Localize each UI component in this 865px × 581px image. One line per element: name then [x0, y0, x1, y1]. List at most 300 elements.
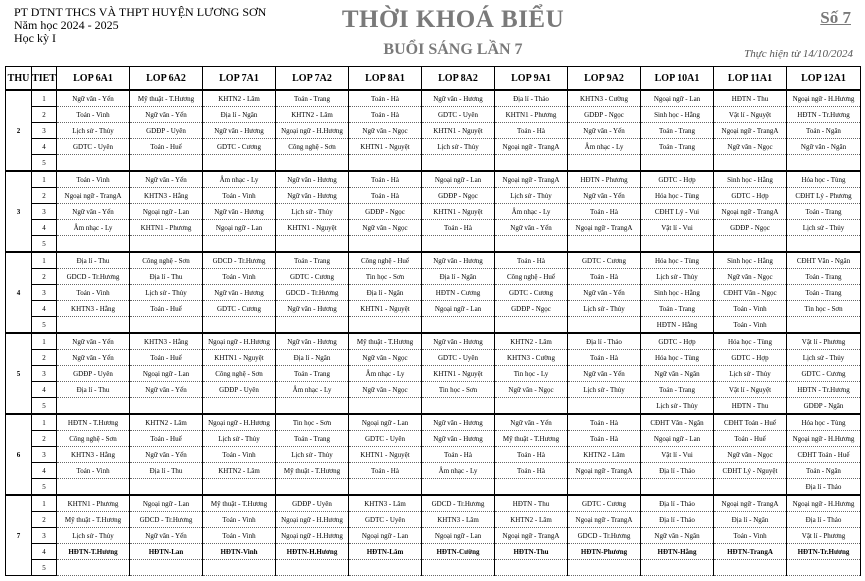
- lesson-cell: Địa lí - Thảo: [787, 479, 861, 496]
- lesson-cell: Ngoại ngữ - Lan: [641, 431, 714, 447]
- lesson-cell: Âm nhạc - Ly: [568, 139, 641, 155]
- lesson-cell: HĐTN-Phương: [568, 544, 641, 560]
- lesson-cell: GDĐP - Ngọc: [422, 188, 495, 204]
- lesson-cell: Toán - Vinh: [57, 171, 130, 188]
- timetable-header-row: [6, 67, 861, 91]
- lesson-cell: CĐHT Toán - Huế: [787, 447, 861, 463]
- lesson-cell: Ngữ văn - Hương: [422, 414, 495, 431]
- lesson-cell: [57, 317, 130, 334]
- lesson-cell: HĐTN-Lâm: [349, 544, 422, 560]
- lesson-cell: Công nghệ - Huế: [349, 252, 422, 269]
- table-row: [6, 220, 861, 236]
- school-name: PT DTNT THCS VÀ THPT HUYỆN LƯƠNG SƠN: [14, 5, 267, 19]
- lesson-cell: Ngữ văn - Yến: [130, 528, 203, 544]
- lesson-cell: [495, 236, 568, 253]
- lesson-cell: [130, 560, 203, 576]
- lesson-cell: Âm nhạc - Ly: [495, 204, 568, 220]
- table-row: [6, 155, 861, 172]
- lesson-cell: HĐTN - Tr.Hương: [787, 382, 861, 398]
- table-row: [6, 479, 861, 496]
- lesson-cell: Toán - Hà: [495, 252, 568, 269]
- lesson-cell: Toán - Vinh: [203, 188, 276, 204]
- period-number: 5: [32, 560, 57, 576]
- lesson-cell: Sinh học - Hằng: [714, 252, 787, 269]
- lesson-cell: Lịch sử - Thủy: [203, 431, 276, 447]
- lesson-cell: Địa lí - Thu: [57, 382, 130, 398]
- lesson-cell: [203, 155, 276, 172]
- column-header: LOP 8A2: [422, 67, 495, 91]
- lesson-cell: Ngoại ngữ - Lan: [349, 528, 422, 544]
- lesson-cell: Ngữ văn - Hương: [276, 301, 349, 317]
- lesson-cell: Mỹ thuật - T.Hương: [495, 431, 568, 447]
- lesson-cell: Ngữ văn - Ngọc: [714, 447, 787, 463]
- table-row: [6, 333, 861, 350]
- period-number: 4: [32, 463, 57, 479]
- lesson-cell: Ngữ văn - Hương: [276, 333, 349, 350]
- lesson-cell: KHTN2 - Lâm: [276, 107, 349, 123]
- lesson-cell: GDTC - Cương: [203, 139, 276, 155]
- lesson-cell: [422, 398, 495, 415]
- lesson-cell: Vật lí - Phương: [787, 528, 861, 544]
- lesson-cell: Ngữ văn - Yến: [57, 204, 130, 220]
- timetable: [5, 66, 861, 576]
- lesson-cell: Ngoại ngữ - TrangA: [714, 204, 787, 220]
- lesson-cell: Sinh học - Hằng: [641, 285, 714, 301]
- period-number: 1: [32, 495, 57, 512]
- lesson-cell: Toán - Hà: [568, 269, 641, 285]
- lesson-cell: [714, 155, 787, 172]
- lesson-cell: HĐTN-Vinh: [203, 544, 276, 560]
- lesson-cell: HĐTN-H.Hương: [276, 544, 349, 560]
- column-header: LOP 6A2: [130, 67, 203, 91]
- lesson-cell: CĐHT Toán - Huế: [714, 414, 787, 431]
- lesson-cell: Địa lí - Thu: [130, 269, 203, 285]
- lesson-cell: Toán - Huế: [130, 301, 203, 317]
- lesson-cell: KHTN3 - Cường: [568, 90, 641, 107]
- lesson-cell: Ngữ văn - Yến: [568, 285, 641, 301]
- lesson-cell: Toán - Hà: [495, 447, 568, 463]
- lesson-cell: Sinh học - Hằng: [714, 171, 787, 188]
- lesson-cell: Toán - Trang: [276, 431, 349, 447]
- lesson-cell: KHTN3 - Hằng: [130, 188, 203, 204]
- lesson-cell: Ngữ văn - Ngân: [787, 139, 861, 155]
- lesson-cell: Ngoại ngữ - Lan: [422, 171, 495, 188]
- lesson-cell: [130, 398, 203, 415]
- table-row: [6, 495, 861, 512]
- lesson-cell: HĐTN-Tr.Hương: [787, 544, 861, 560]
- lesson-cell: Toán - Trang: [276, 252, 349, 269]
- lesson-cell: [568, 236, 641, 253]
- lesson-cell: Lịch sử - Thủy: [714, 366, 787, 382]
- lesson-cell: KHTN1 - Nguyệt: [422, 366, 495, 382]
- table-row: [6, 431, 861, 447]
- lesson-cell: Ngoại ngữ - Lan: [422, 528, 495, 544]
- lesson-cell: GDTC - Cương: [787, 366, 861, 382]
- lesson-cell: [349, 317, 422, 334]
- lesson-cell: Toán - Hà: [568, 414, 641, 431]
- lesson-cell: Ngữ văn - Yến: [495, 220, 568, 236]
- lesson-cell: [349, 560, 422, 576]
- lesson-cell: Toán - Vinh: [203, 447, 276, 463]
- lesson-cell: Ngoại ngữ - H.Hương: [203, 333, 276, 350]
- lesson-cell: [130, 155, 203, 172]
- lesson-cell: [641, 236, 714, 253]
- lesson-cell: GDCD - Tr.Hương: [422, 495, 495, 512]
- day-label: 5: [6, 333, 32, 414]
- column-header: LOP 7A2: [276, 67, 349, 91]
- lesson-cell: Ngữ văn - Hương: [276, 188, 349, 204]
- lesson-cell: Ngữ văn - Yến: [130, 171, 203, 188]
- lesson-cell: GDĐP - Uyên: [57, 366, 130, 382]
- lesson-cell: KHTN2 - Lâm: [203, 90, 276, 107]
- lesson-cell: Ngoại ngữ - H.Hương: [787, 90, 861, 107]
- lesson-cell: Âm nhạc - Ly: [422, 463, 495, 479]
- lesson-cell: Toán - Vinh: [203, 512, 276, 528]
- table-row: [6, 269, 861, 285]
- period-number: 4: [32, 382, 57, 398]
- period-number: 5: [32, 155, 57, 172]
- lesson-cell: Địa lí - Thu: [57, 252, 130, 269]
- lesson-cell: GDCD - Tr.Hương: [57, 269, 130, 285]
- lesson-cell: CĐHT Lý - Phương: [787, 188, 861, 204]
- period-number: 4: [32, 544, 57, 560]
- lesson-cell: GDĐP - Uyên: [276, 495, 349, 512]
- lesson-cell: Toán - Ngân: [787, 123, 861, 139]
- lesson-cell: Toán - Hà: [568, 350, 641, 366]
- column-header: LOP 8A1: [349, 67, 422, 91]
- table-row: [6, 414, 861, 431]
- table-row: [6, 560, 861, 576]
- lesson-cell: [568, 317, 641, 334]
- day-label: 3: [6, 171, 32, 252]
- lesson-cell: GDCD - Tr.Hương: [276, 285, 349, 301]
- column-header: LOP 7A1: [203, 67, 276, 91]
- period-number: 5: [32, 479, 57, 496]
- lesson-cell: HĐTN-Thu: [495, 544, 568, 560]
- lesson-cell: [349, 479, 422, 496]
- lesson-cell: HĐTN-TrangA: [714, 544, 787, 560]
- lesson-cell: Mỹ thuật - T.Hương: [57, 512, 130, 528]
- lesson-cell: Ngữ văn - Yến: [130, 107, 203, 123]
- lesson-cell: Ngữ văn - Yến: [130, 382, 203, 398]
- lesson-cell: Vật lí - Nguyệt: [714, 382, 787, 398]
- lesson-cell: CĐHT Lý - Vui: [641, 204, 714, 220]
- lesson-cell: HĐTN - Thu: [714, 398, 787, 415]
- lesson-cell: [57, 236, 130, 253]
- lesson-cell: Toán - Trang: [276, 90, 349, 107]
- table-row: [6, 366, 861, 382]
- lesson-cell: [276, 317, 349, 334]
- lesson-cell: GDTC - Cương: [276, 269, 349, 285]
- lesson-cell: [422, 560, 495, 576]
- lesson-cell: Toán - Vinh: [714, 528, 787, 544]
- lesson-cell: KHTN1 - Phương: [495, 107, 568, 123]
- period-number: 4: [32, 220, 57, 236]
- lesson-cell: Ngoại ngữ - Lan: [349, 414, 422, 431]
- lesson-cell: Toán - Hà: [495, 123, 568, 139]
- lesson-cell: KHTN1 - Nguyệt: [349, 301, 422, 317]
- school-term: Học kỳ I: [14, 31, 56, 45]
- lesson-cell: Lịch sử - Thủy: [787, 350, 861, 366]
- lesson-cell: [495, 398, 568, 415]
- lesson-cell: Địa lí - Thảo: [568, 333, 641, 350]
- timetable-body: [6, 90, 861, 576]
- lesson-cell: Toán - Trang: [787, 204, 861, 220]
- lesson-cell: [787, 155, 861, 172]
- lesson-cell: Ngoại ngữ - Lan: [422, 301, 495, 317]
- lesson-cell: [787, 236, 861, 253]
- lesson-cell: Địa lí - Ngân: [422, 269, 495, 285]
- lesson-cell: KHTN2 - Lâm: [495, 512, 568, 528]
- lesson-cell: Địa lí - Thảo: [495, 90, 568, 107]
- lesson-cell: Ngoại ngữ - H.Hương: [787, 431, 861, 447]
- lesson-cell: [787, 317, 861, 334]
- lesson-cell: HĐTN - Cương: [422, 285, 495, 301]
- lesson-cell: Toán - Ngân: [787, 463, 861, 479]
- lesson-cell: Toán - Huế: [130, 139, 203, 155]
- lesson-cell: Hóa học - Tùng: [641, 252, 714, 269]
- lesson-cell: Ngữ văn - Yến: [568, 123, 641, 139]
- lesson-cell: Toán - Hà: [349, 463, 422, 479]
- table-row: [6, 285, 861, 301]
- lesson-cell: GDTC - Hợp: [641, 333, 714, 350]
- lesson-cell: [276, 479, 349, 496]
- lesson-cell: Ngoại ngữ - Lan: [641, 90, 714, 107]
- lesson-cell: Toán - Huế: [130, 350, 203, 366]
- lesson-cell: Địa lí - Ngân: [203, 107, 276, 123]
- column-header: LOP 11A1: [714, 67, 787, 91]
- lesson-cell: GDTC - Hợp: [641, 171, 714, 188]
- table-row: [6, 171, 861, 188]
- lesson-cell: [130, 479, 203, 496]
- lesson-cell: Toán - Hà: [495, 463, 568, 479]
- lesson-cell: Toán - Trang: [787, 269, 861, 285]
- lesson-cell: Lịch sử - Thủy: [276, 447, 349, 463]
- lesson-cell: GDTC - Uyên: [422, 350, 495, 366]
- lesson-cell: [568, 155, 641, 172]
- lesson-cell: KHTN3 - Hằng: [57, 301, 130, 317]
- period-number: 1: [32, 414, 57, 431]
- table-row: [6, 317, 861, 334]
- period-number: 2: [32, 107, 57, 123]
- lesson-cell: HĐTN - Thu: [714, 90, 787, 107]
- lesson-cell: KHTN1 - Nguyệt: [422, 204, 495, 220]
- lesson-cell: Toán - Vinh: [57, 107, 130, 123]
- day-label: 4: [6, 252, 32, 333]
- lesson-cell: Toán - Vinh: [203, 528, 276, 544]
- lesson-cell: HĐTN-Lan: [130, 544, 203, 560]
- lesson-cell: [57, 398, 130, 415]
- lesson-cell: Ngữ văn - Ngọc: [714, 269, 787, 285]
- lesson-cell: GDTC - Uyên: [57, 139, 130, 155]
- lesson-cell: GDĐP - Uyên: [203, 382, 276, 398]
- lesson-cell: [714, 560, 787, 576]
- lesson-cell: Ngoại ngữ - TrangA: [495, 139, 568, 155]
- header-left: [14, 6, 266, 45]
- lesson-cell: [422, 479, 495, 496]
- period-number: 2: [32, 269, 57, 285]
- period-number: 3: [32, 528, 57, 544]
- lesson-cell: Ngoại ngữ - H.Hương: [787, 495, 861, 512]
- lesson-cell: Hóa học - Tùng: [641, 350, 714, 366]
- lesson-cell: Ngoại ngữ - H.Hương: [203, 414, 276, 431]
- lesson-cell: CĐHT Văn - Ngân: [787, 252, 861, 269]
- lesson-cell: Ngoại ngữ - TrangA: [714, 495, 787, 512]
- lesson-cell: [714, 479, 787, 496]
- lesson-cell: Lịch sử - Thủy: [568, 382, 641, 398]
- lesson-cell: Ngoại ngữ - TrangA: [568, 220, 641, 236]
- lesson-cell: Tin học - Sơn: [422, 382, 495, 398]
- lesson-cell: Địa lí - Thảo: [787, 512, 861, 528]
- lesson-cell: Mỹ thuật - T.Hương: [349, 333, 422, 350]
- lesson-cell: KHTN3 - Hằng: [57, 447, 130, 463]
- lesson-cell: [349, 236, 422, 253]
- lesson-cell: Ngữ văn - Ngân: [641, 366, 714, 382]
- lesson-cell: Địa lí - Ngân: [276, 350, 349, 366]
- lesson-cell: [641, 155, 714, 172]
- lesson-cell: KHTN2 - Lâm: [203, 463, 276, 479]
- period-number: 5: [32, 236, 57, 253]
- lesson-cell: KHTN1 - Phương: [57, 495, 130, 512]
- column-header: LOP 9A1: [495, 67, 568, 91]
- lesson-cell: GDTC - Hợp: [714, 350, 787, 366]
- lesson-cell: Ngoại ngữ - H.Hương: [276, 528, 349, 544]
- lesson-cell: Vật lí - Phương: [787, 333, 861, 350]
- lesson-cell: [130, 236, 203, 253]
- lesson-cell: [203, 398, 276, 415]
- lesson-cell: Địa lí - Thảo: [641, 512, 714, 528]
- lesson-cell: KHTN2 - Lâm: [495, 333, 568, 350]
- period-number: 2: [32, 512, 57, 528]
- lesson-cell: Lịch sử - Thủy: [422, 139, 495, 155]
- lesson-cell: Ngữ văn - Yến: [57, 333, 130, 350]
- table-row: [6, 528, 861, 544]
- lesson-cell: KHTN3 - Lâm: [349, 495, 422, 512]
- lesson-cell: [568, 398, 641, 415]
- lesson-cell: Hóa học - Tùng: [714, 333, 787, 350]
- lesson-cell: Ngoại ngữ - TrangA: [495, 171, 568, 188]
- lesson-cell: Ngữ văn - Ngọc: [349, 220, 422, 236]
- lesson-cell: Toán - Trang: [641, 139, 714, 155]
- lesson-cell: Ngữ văn - Yến: [57, 90, 130, 107]
- lesson-cell: GDTC - Hợp: [714, 188, 787, 204]
- lesson-cell: Toán - Trang: [641, 301, 714, 317]
- lesson-cell: GDTC - Cương: [203, 301, 276, 317]
- lesson-cell: Ngoại ngữ - TrangA: [568, 463, 641, 479]
- lesson-cell: Ngữ văn - Ngọc: [495, 382, 568, 398]
- lesson-cell: CĐHT Lý - Nguyệt: [714, 463, 787, 479]
- lesson-cell: Ngữ văn - Hương: [203, 285, 276, 301]
- table-row: [6, 544, 861, 560]
- lesson-cell: KHTN2 - Lâm: [568, 447, 641, 463]
- table-row: [6, 107, 861, 123]
- lesson-cell: Ngữ văn - Hương: [203, 204, 276, 220]
- lesson-cell: Vật lí - Nguyệt: [714, 107, 787, 123]
- table-row: [6, 382, 861, 398]
- day-label: 6: [6, 414, 32, 495]
- lesson-cell: [495, 317, 568, 334]
- period-number: 1: [32, 333, 57, 350]
- lesson-cell: Toán - Vinh: [57, 285, 130, 301]
- lesson-cell: GDTC - Uyên: [422, 107, 495, 123]
- lesson-cell: HĐTN - Phương: [568, 171, 641, 188]
- lesson-cell: KHTN1 - Nguyệt: [349, 447, 422, 463]
- lesson-cell: Ngữ văn - Yến: [495, 414, 568, 431]
- school-year: Năm học 2024 - 2025: [14, 18, 119, 32]
- lesson-cell: Lịch sử - Thủy: [57, 123, 130, 139]
- column-header: LOP 12A1: [787, 67, 861, 91]
- lesson-cell: HĐTN - T.Hương: [57, 414, 130, 431]
- table-row: [6, 123, 861, 139]
- lesson-cell: KHTN3 - Hằng: [130, 333, 203, 350]
- lesson-cell: [422, 317, 495, 334]
- table-row: [6, 139, 861, 155]
- lesson-cell: Công nghệ - Huế: [495, 269, 568, 285]
- lesson-cell: KHTN1 - Nguyệt: [422, 123, 495, 139]
- lesson-cell: Ngoại ngữ - Lan: [130, 495, 203, 512]
- lesson-cell: Vật lí - Vui: [641, 220, 714, 236]
- lesson-cell: Mỹ thuật - T.Hương: [130, 90, 203, 107]
- lesson-cell: HĐTN - Thu: [495, 495, 568, 512]
- lesson-cell: Lịch sử - Thủy: [495, 188, 568, 204]
- lesson-cell: KHTN2 - Lâm: [130, 414, 203, 431]
- lesson-cell: Ngữ văn - Hương: [422, 333, 495, 350]
- lesson-cell: Công nghệ - Sơn: [203, 366, 276, 382]
- lesson-cell: Toán - Trang: [641, 382, 714, 398]
- lesson-cell: Ngữ văn - Ngân: [641, 528, 714, 544]
- lesson-cell: CĐHT Văn - Ngọc: [714, 285, 787, 301]
- lesson-cell: [57, 479, 130, 496]
- lesson-cell: Công nghệ - Sơn: [57, 431, 130, 447]
- lesson-cell: Lịch sử - Thủy: [568, 301, 641, 317]
- table-row: [6, 447, 861, 463]
- period-number: 3: [32, 204, 57, 220]
- lesson-cell: Địa lí - Thảo: [641, 495, 714, 512]
- column-header: LOP 9A2: [568, 67, 641, 91]
- lesson-cell: Địa lí - Thu: [130, 463, 203, 479]
- lesson-cell: Toán - Vinh: [714, 301, 787, 317]
- lesson-cell: Ngoại ngữ - TrangA: [568, 512, 641, 528]
- lesson-cell: Lịch sử - Thủy: [641, 398, 714, 415]
- table-row: [6, 398, 861, 415]
- lesson-cell: Ngữ văn - Ngọc: [349, 123, 422, 139]
- lesson-cell: Lịch sử - Thủy: [57, 528, 130, 544]
- table-row: [6, 188, 861, 204]
- period-number: 3: [32, 123, 57, 139]
- table-row: [6, 301, 861, 317]
- lesson-cell: [568, 560, 641, 576]
- period-number: 1: [32, 171, 57, 188]
- lesson-cell: [787, 560, 861, 576]
- lesson-cell: Âm nhạc - Ly: [57, 220, 130, 236]
- lesson-cell: Ngữ văn - Yến: [568, 366, 641, 382]
- lesson-cell: GDĐP - Ngân: [787, 398, 861, 415]
- lesson-cell: Địa lí - Thảo: [641, 463, 714, 479]
- lesson-cell: Công nghệ - Sơn: [276, 139, 349, 155]
- lesson-cell: Toán - Hà: [349, 171, 422, 188]
- period-number: 1: [32, 90, 57, 107]
- lesson-cell: HĐTN-Hằng: [641, 544, 714, 560]
- lesson-cell: KHTN3 - Lâm: [422, 512, 495, 528]
- period-number: 2: [32, 350, 57, 366]
- lesson-cell: Toán - Hà: [349, 188, 422, 204]
- lesson-cell: Ngoại ngữ - Lan: [203, 220, 276, 236]
- lesson-cell: [349, 398, 422, 415]
- lesson-cell: [495, 560, 568, 576]
- lesson-cell: GDTC - Uyên: [349, 512, 422, 528]
- lesson-cell: GDĐP - Uyên: [130, 123, 203, 139]
- lesson-cell: Toán - Hà: [422, 447, 495, 463]
